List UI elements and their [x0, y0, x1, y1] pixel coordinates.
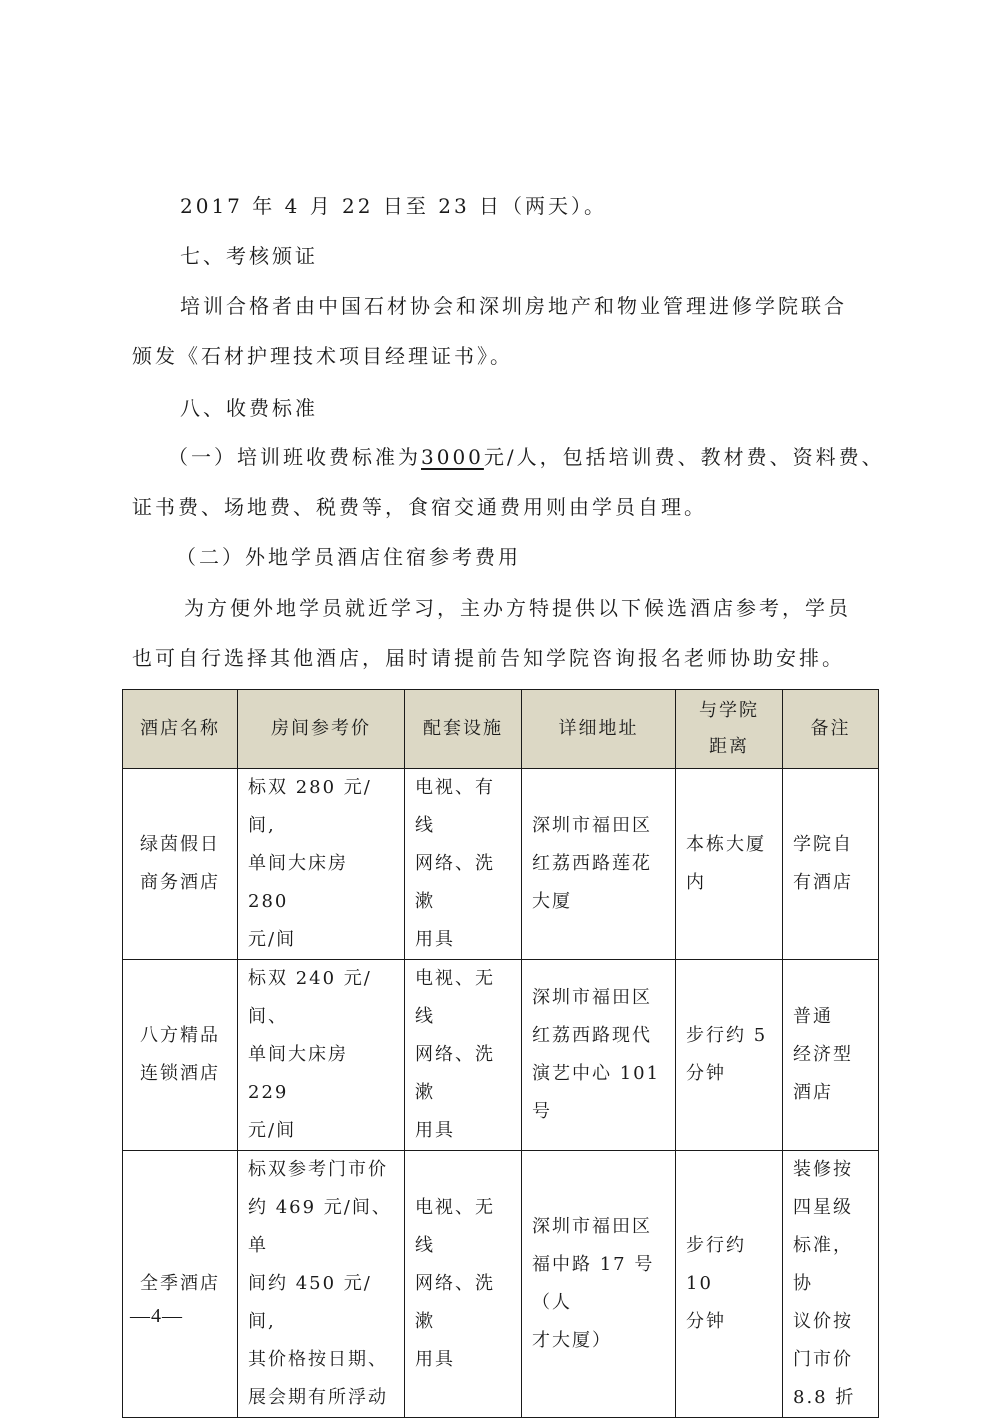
cell-line: 四星级	[793, 1197, 853, 1218]
table-header-row	[123, 690, 879, 769]
header-hotel-name: 酒店名称	[123, 690, 238, 769]
cell-line: 全季酒店	[140, 1273, 220, 1294]
fee-suffix: 元/人，包括培训费、教材费、资料费、	[483, 445, 885, 469]
cell-line: 绿茵假日	[140, 834, 220, 855]
cell-hotel-name	[123, 1151, 238, 1418]
section-7-heading: 七、考核颁证	[180, 244, 318, 268]
cell-line: 普通	[793, 1006, 833, 1027]
cell-facilities	[405, 769, 522, 960]
cell-line: 网络、洗漱	[415, 1273, 495, 1332]
cell-line: 演艺中心 101 号	[532, 1063, 661, 1122]
cell-room-price	[238, 1151, 405, 1418]
section-7-text-line-1: 培训合格者由中国石材协会和深圳房地产和物业管理进修学院联合	[180, 294, 847, 318]
hotel-intro-line-1: 为方便外地学员就近学习，主办方特提供以下候选酒店参考，学员	[184, 596, 851, 620]
cell-address	[522, 960, 676, 1151]
cell-line: 有酒店	[793, 872, 853, 893]
cell-remarks	[783, 769, 879, 960]
header-distance	[676, 690, 783, 769]
fee-prefix: （一）培训班收费标准为	[168, 445, 421, 469]
cell-line: 内	[686, 872, 706, 893]
cell-distance	[676, 769, 783, 960]
cell-line: 门市价	[793, 1349, 853, 1370]
cell-line: 经济型	[793, 1044, 853, 1065]
cell-room-price	[238, 960, 405, 1151]
header-address: 详细地址	[522, 690, 676, 769]
header-remarks: 备注	[783, 690, 879, 769]
cell-line: 元/间	[248, 1120, 297, 1141]
cell-line: 单间大床房 280	[248, 853, 348, 912]
cell-line: 标双参考门市价	[248, 1159, 388, 1180]
cell-line: 本栋大厦	[686, 834, 766, 855]
table-row	[123, 769, 879, 960]
fee-amount: 3000	[421, 445, 484, 469]
cell-line: 标双 280 元/间,	[248, 777, 372, 836]
cell-line: 元/间	[248, 929, 297, 950]
cell-line: 才大厦）	[532, 1330, 612, 1351]
cell-line: 用具	[415, 1120, 455, 1141]
cell-facilities	[405, 960, 522, 1151]
cell-hotel-name	[123, 960, 238, 1151]
table-row	[123, 960, 879, 1151]
cell-line: 步行约 10	[686, 1235, 746, 1294]
header-facilities: 配套设施	[405, 690, 522, 769]
cell-line: 单间大床房 229	[248, 1044, 348, 1103]
cell-line: 红荔西路现代	[532, 1025, 652, 1046]
cell-line: 电视、无线	[415, 1197, 495, 1256]
cell-room-price	[238, 769, 405, 960]
header-room-price: 房间参考价	[238, 690, 405, 769]
date-line: 2017 年 4 月 22 日至 23 日（两天）。	[180, 194, 608, 218]
cell-line: 8.8 折	[793, 1387, 856, 1408]
cell-remarks	[783, 960, 879, 1151]
header-distance-line-1: 与学院	[699, 700, 759, 721]
cell-line: 标准，协	[793, 1235, 853, 1294]
cell-remarks	[783, 1151, 879, 1418]
cell-line: 议价按	[793, 1311, 853, 1332]
cell-line: 用具	[415, 929, 455, 950]
fee-line-2: 证书费、场地费、税费等，食宿交通费用则由学员自理。	[132, 495, 707, 519]
cell-line: 大厦	[532, 891, 572, 912]
cell-line: 酒店	[793, 1082, 833, 1103]
hotel-intro-line-2: 也可自行选择其他酒店，届时请提前告知学院咨询报名老师协助安排。	[132, 646, 845, 670]
cell-line: 电视、无线	[415, 968, 495, 1027]
cell-line: 福中路 17 号（人	[532, 1254, 655, 1313]
cell-line: 步行约 5	[686, 1025, 768, 1046]
cell-distance	[676, 1151, 783, 1418]
cell-line: 展会期有所浮动	[248, 1387, 388, 1408]
cell-line: 深圳市福田区	[532, 1216, 652, 1237]
cell-line: 分钟	[686, 1063, 726, 1084]
cell-line: 红荔西路莲花	[532, 853, 652, 874]
cell-line: 装修按	[793, 1159, 853, 1180]
cell-address	[522, 1151, 676, 1418]
fee-line-1	[0, 443, 992, 471]
hotel-heading: （二）外地学员酒店住宿参考费用	[176, 545, 521, 569]
cell-line: 八方精品	[140, 1025, 220, 1046]
cell-line: 连锁酒店	[140, 1063, 220, 1084]
cell-line: 网络、洗漱	[415, 853, 495, 912]
section-7-text-line-2: 颁发《石材护理技术项目经理证书》。	[132, 344, 513, 368]
header-distance-line-2: 距离	[709, 736, 749, 757]
cell-line: 深圳市福田区	[532, 987, 652, 1008]
cell-distance	[676, 960, 783, 1151]
cell-line: 网络、洗漱	[415, 1044, 495, 1103]
page-number: —4—	[130, 1305, 183, 1327]
cell-line: 约 469 元/间、单	[248, 1197, 392, 1256]
cell-line: 分钟	[686, 1311, 726, 1332]
cell-line: 其价格按日期、	[248, 1349, 388, 1370]
hotel-table	[122, 689, 879, 1418]
cell-address	[522, 769, 676, 960]
cell-hotel-name	[123, 769, 238, 960]
table-row	[123, 1151, 879, 1418]
cell-line: 学院自	[793, 834, 853, 855]
section-8-heading: 八、收费标准	[180, 396, 318, 420]
cell-line: 深圳市福田区	[532, 815, 652, 836]
cell-line: 电视、有线	[415, 777, 495, 836]
cell-facilities	[405, 1151, 522, 1418]
cell-line: 商务酒店	[140, 872, 220, 893]
cell-line: 间约 450 元/间,	[248, 1273, 372, 1332]
cell-line: 用具	[415, 1349, 455, 1370]
cell-line: 标双 240 元/间、	[248, 968, 372, 1027]
